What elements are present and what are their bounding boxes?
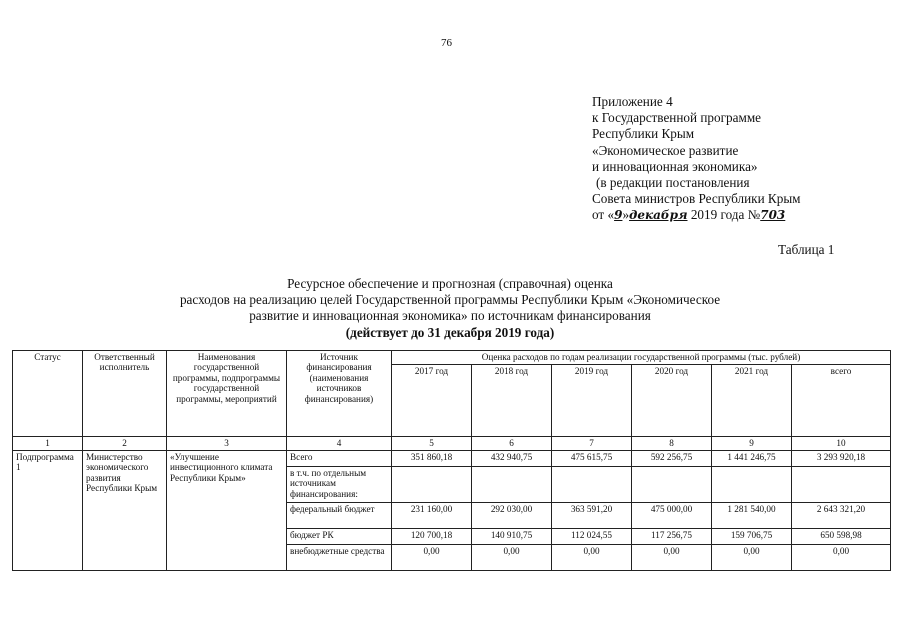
- title-line: расходов на реализацию целей Государственной программы Республики Крым «Экономическое: [179, 292, 721, 308]
- column-number: 4: [287, 437, 392, 451]
- value-cell: 0,00: [472, 545, 552, 571]
- value-cell: 292 030,00: [472, 503, 552, 529]
- source-cell: в т.ч. по отдельным источникам финансирования:: [287, 467, 392, 503]
- handwritten-number: 703: [760, 208, 786, 223]
- appendix-line: Республики Крым: [592, 126, 695, 142]
- status-cell: Подпрограмма 1: [13, 451, 83, 571]
- title-line-bold: (действует до 31 декабря 2019 года): [345, 324, 555, 340]
- header-status: Статус: [13, 351, 83, 437]
- title-line: развитие и инновационная экономика» по источникам финансирования: [249, 308, 651, 324]
- value-cell: 432 940,75: [472, 451, 552, 467]
- page-number: 76: [441, 37, 452, 49]
- date-mid: »: [622, 207, 630, 223]
- value-cell: 0,00: [632, 545, 712, 571]
- column-number: 10: [792, 437, 891, 451]
- budget-table: [12, 350, 891, 571]
- source-cell: Всего: [287, 451, 392, 467]
- total-cell: 2 643 321,20: [792, 503, 891, 529]
- source-cell: федеральный бюджет: [287, 503, 392, 529]
- source-cell: внебюджетные средства: [287, 545, 392, 571]
- appendix-line: Приложение 4: [592, 94, 673, 109]
- header-year: 2018 год: [472, 365, 552, 437]
- date-year: 2019 года №: [687, 207, 761, 223]
- title-line: Ресурсное обеспечение и прогнозная (справочная) оценка: [287, 276, 613, 291]
- appendix-date-line: [592, 207, 801, 223]
- value-cell: 592 256,75: [632, 451, 712, 467]
- header-year: 2019 год: [552, 365, 632, 437]
- header-executor: Ответственный исполнитель: [83, 351, 167, 437]
- value-cell: [632, 467, 712, 503]
- total-cell: 650 598,98: [792, 529, 891, 545]
- appendix-block: [592, 94, 801, 224]
- header-names: Наименования государственной программы, подпрограммы государственной программы, мероприятий: [167, 351, 287, 437]
- header-year: 2021 год: [712, 365, 792, 437]
- header-source: Источник финансирования (наименования источников финансирования): [287, 351, 392, 437]
- value-cell: 0,00: [392, 545, 472, 571]
- appendix-line: (в редакции постановления: [596, 175, 750, 191]
- value-cell: 117 256,75: [632, 529, 712, 545]
- table-row: [13, 451, 891, 467]
- header-year: 2017 год: [392, 365, 472, 437]
- value-cell: [472, 467, 552, 503]
- table-label: Таблица 1: [778, 242, 835, 257]
- value-cell: 231 160,00: [392, 503, 472, 529]
- source-cell: бюджет РК: [287, 529, 392, 545]
- handwritten-month: декабря: [629, 208, 688, 223]
- value-cell: [712, 467, 792, 503]
- document-title: [110, 276, 790, 341]
- name-cell: «Улучшение инвестиционного климата Республики Крым»: [167, 451, 287, 571]
- value-cell: 0,00: [712, 545, 792, 571]
- value-cell: 351 860,18: [392, 451, 472, 467]
- total-cell: [792, 467, 891, 503]
- appendix-line: Совета министров Республики Крым: [592, 191, 801, 207]
- column-number: 9: [712, 437, 792, 451]
- appendix-line: и инновационная экономика»: [592, 158, 758, 174]
- column-number: 6: [472, 437, 552, 451]
- header-year: 2020 год: [632, 365, 712, 437]
- value-cell: 475 000,00: [632, 503, 712, 529]
- appendix-line: «Экономическое развитие: [592, 142, 739, 158]
- column-number: 2: [83, 437, 167, 451]
- value-cell: 140 910,75: [472, 529, 552, 545]
- value-cell: 159 706,75: [712, 529, 792, 545]
- executor-cell: Министерство экономического развития Республики Крым: [83, 451, 167, 571]
- total-cell: 3 293 920,18: [792, 451, 891, 467]
- value-cell: 112 024,55: [552, 529, 632, 545]
- value-cell: [552, 467, 632, 503]
- value-cell: [392, 467, 472, 503]
- value-cell: 363 591,20: [552, 503, 632, 529]
- column-number: 8: [632, 437, 712, 451]
- value-cell: 0,00: [552, 545, 632, 571]
- header-estimate: Оценка расходов по годам реализации государственной программы (тыс. рублей): [392, 351, 891, 365]
- handwritten-day: 9: [614, 208, 623, 223]
- column-number: 1: [13, 437, 83, 451]
- appendix-line: к Государственной программе: [592, 110, 762, 126]
- total-cell: 0,00: [792, 545, 891, 571]
- value-cell: 1 441 246,75: [712, 451, 792, 467]
- value-cell: 1 281 540,00: [712, 503, 792, 529]
- value-cell: 475 615,75: [552, 451, 632, 467]
- date-prefix: от «: [592, 207, 615, 223]
- column-number: 5: [392, 437, 472, 451]
- column-number: 7: [552, 437, 632, 451]
- value-cell: 120 700,18: [392, 529, 472, 545]
- header-total: всего: [792, 365, 891, 437]
- column-number: 3: [167, 437, 287, 451]
